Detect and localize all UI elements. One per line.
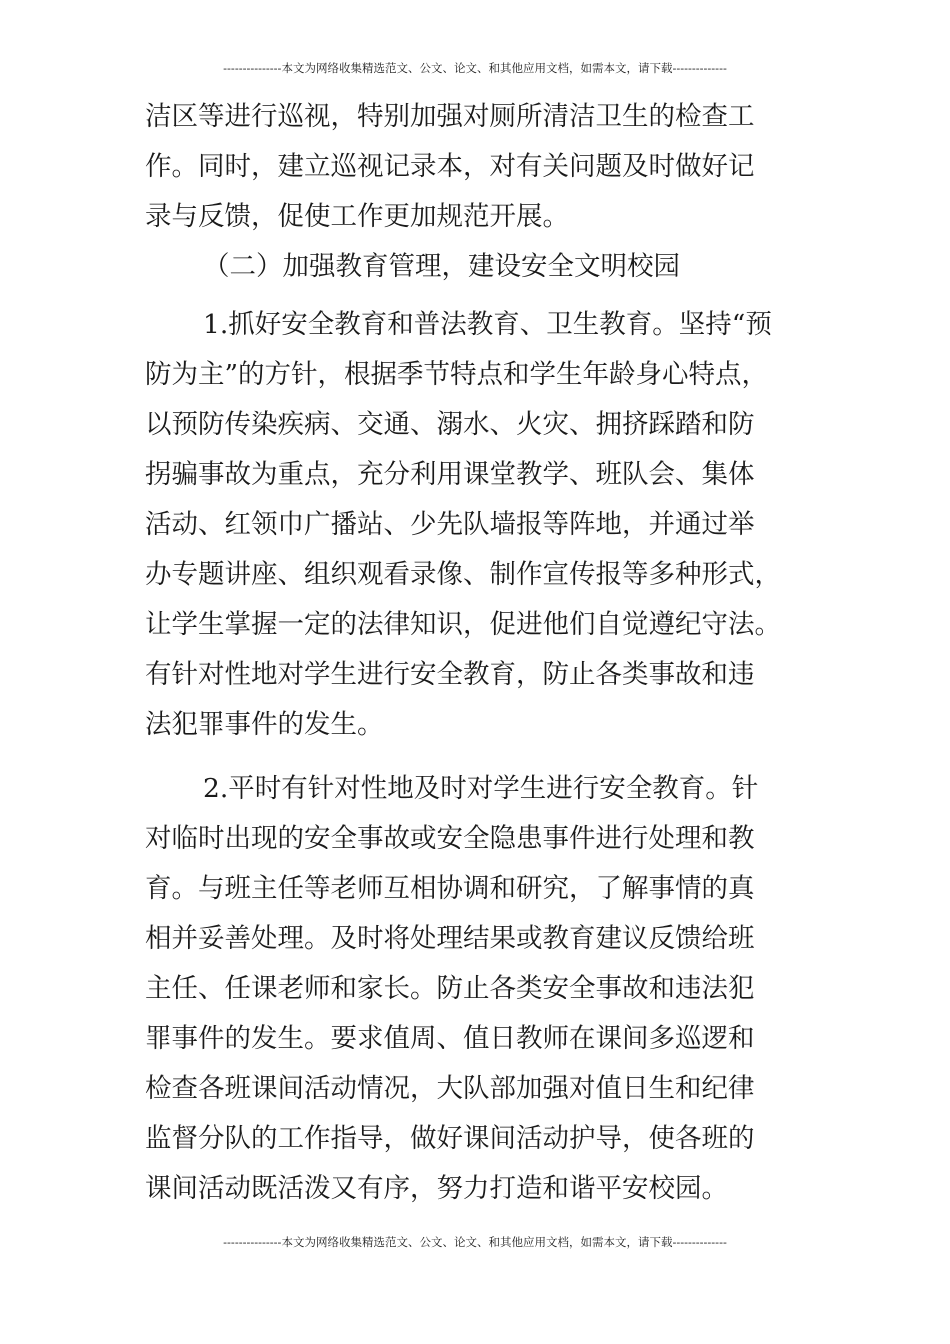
page-footer-notice: ---------------本文为网络收集精选范文、公文、论文、和其他应用文档，如需本文，请下载-------------- [223, 1235, 727, 1249]
document-body [145, 92, 815, 1214]
text-line: 有针对性地对学生进行安全教育，防止各类事故和违 [145, 659, 755, 690]
text-line: 2.平时有针对性地及时对学生进行安全教育。针 [203, 773, 759, 804]
text-line: 罪事件的发生。要求值周、值日教师在课间多巡逻和 [145, 1023, 755, 1054]
paragraph-1 [145, 92, 815, 242]
paragraph-2 [145, 300, 815, 750]
section-heading: （二）加强教育管理，建设安全文明校园 [203, 251, 680, 282]
text-line: 检查各班课间活动情况，大队部加强对值日生和纪律 [145, 1073, 755, 1104]
paragraph-3 [145, 764, 815, 1214]
text-line: 录与反馈，促使工作更加规范开展。 [145, 201, 569, 232]
text-line: 1.抓好安全教育和普法教育、卫生教育。坚持“预 [203, 309, 772, 340]
text-line: 主任、任课老师和家长。防止各类安全事故和违法犯 [145, 973, 755, 1004]
text-line: 育。与班主任等老师互相协调和研究，了解事情的真 [145, 873, 755, 904]
text-line: 法犯罪事件的发生。 [145, 709, 384, 740]
text-line: 活动、红领巾广播站、少先队墙报等阵地，并通过举 [145, 509, 755, 540]
text-line: 对临时出现的安全事故或安全隐患事件进行处理和教 [145, 823, 755, 854]
text-line: 防为主”的方针，根据季节特点和学生年龄身心特点， [145, 359, 769, 390]
text-line: 课间活动既活泼又有序，努力打造和谐平安校园。 [145, 1173, 728, 1204]
page-header-notice: ---------------本文为网络收集精选范文、公文、论文、和其他应用文档，如需本文，请下载-------------- [223, 61, 727, 75]
text-line: 让学生掌握一定的法律知识，促进他们自觉遵纪守法。 [145, 609, 781, 640]
text-line: 以预防传染疾病、交通、溺水、火灾、拥挤踩踏和防 [145, 409, 755, 440]
text-line: 洁区等进行巡视，特别加强对厕所清洁卫生的检查工 [145, 101, 755, 132]
text-line: 作。同时，建立巡视记录本，对有关问题及时做好记 [145, 151, 755, 182]
text-line: 拐骗事故为重点，充分利用课堂教学、班队会、集体 [145, 459, 755, 490]
text-line: 相并妥善处理。及时将处理结果或教育建议反馈给班 [145, 923, 755, 954]
text-line: 监督分队的工作指导，做好课间活动护导，使各班的 [145, 1123, 755, 1154]
text-line: 办专题讲座、组织观看录像、制作宣传报等多种形式， [145, 559, 781, 590]
